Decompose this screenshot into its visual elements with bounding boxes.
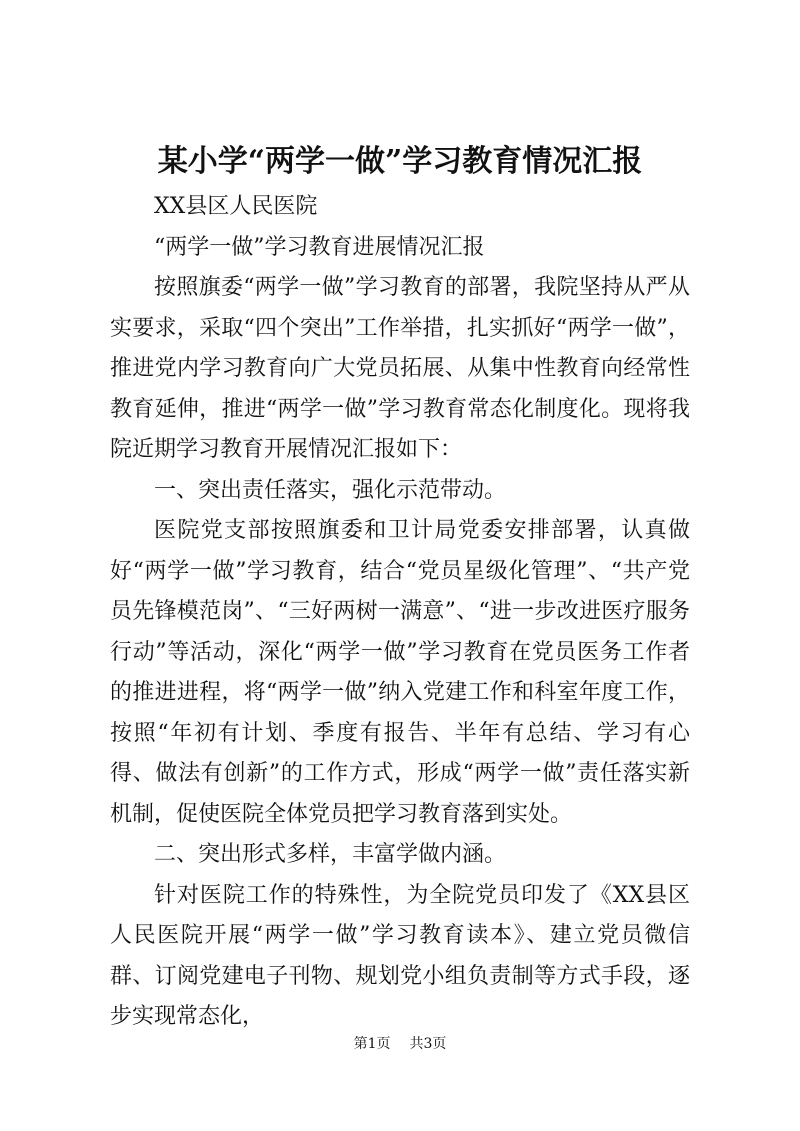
document-title: 某小学“两学一做”学习教育情况汇报 [157,144,643,179]
page-footer [0,1034,800,1054]
page-number-total: 共3页 [409,1036,447,1052]
document-body [110,187,690,1038]
section-heading-2: 二、突出形式多样，丰富学做内涵。 [154,842,507,867]
paragraph-intro: 按照旗委“两学一做”学习教育的部署，我院坚持从严从实要求，采取“四个突出”工作举措，扎实抓好“两学一做”，推进党内学习教育向广大党员拓展、从集中性教育向经常性教育延伸，推进“两学一做”学习教育常态化制度化。现将我院近期学习教育开展情况汇报如下： [110,275,690,462]
paragraph-section-2: 针对医院工作的特殊性，为全院党员印发了《XX县区人民医院开展“两学一做”学习教育读本》、建立党员微信群、订阅党建电子刊物、规划党小组负责制等方式手段，逐步实现常态化， [110,882,690,1029]
page-number-current: 第1页 [353,1036,391,1052]
paragraph-organization: XX县区人民医院 [154,194,318,219]
paragraph-subtitle: “两学一做”学习教育进展情况汇报 [154,234,485,260]
paragraph-section-1: 医院党支部按照旗委和卫计局党委安排部署，认真做好“两学一做”学习教育，结合“党员星级化管理”、“共产党员先锋模范岗”、“三好两树一满意”、“进一步改进医疗服务行动”等活动，深化“两学一做”学习教育在党员医务工作者的推进进程，将“两学一做”纳入党建工作和科室年度工作，按照“年初有计划、季度有报告、半年有总结、学习有心得、做法有创新”的工作方式，形成“两学一做”责任落实新机制，促使医院全体党员把学习教育落到实处。 [110,518,690,827]
section-heading-1: 一、突出责任落实，强化示范带动。 [154,477,507,503]
